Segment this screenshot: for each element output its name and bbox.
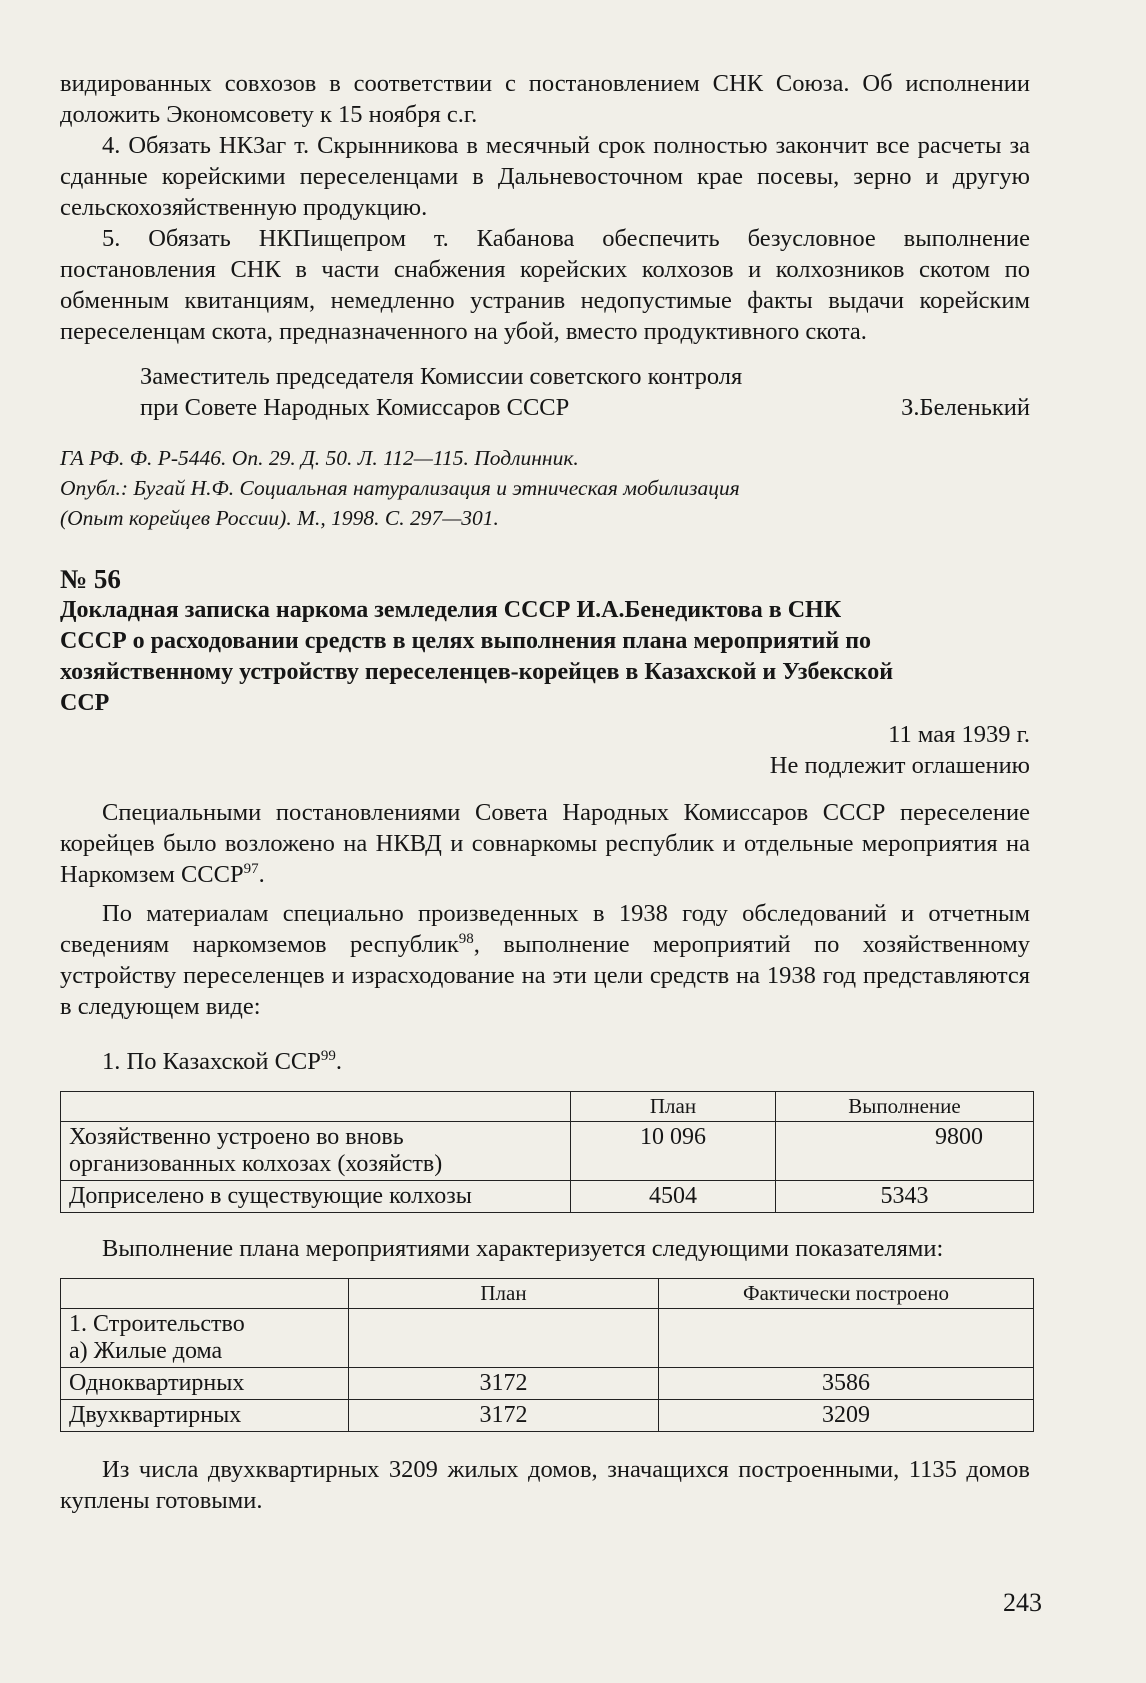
source-line: (Опыт корейцев России). М., 1998. С. 297—301. <box>60 506 499 530</box>
signature-title: Заместитель председателя Комиссии советского контроля <box>140 363 743 390</box>
footnote-ref[interactable]: 97 <box>243 860 259 877</box>
column-header: Выполнение <box>776 1092 1034 1122</box>
table-row: Двухквартирных 3172 3209 <box>61 1400 1034 1432</box>
footnote-ref[interactable]: 99 <box>320 1047 336 1064</box>
subsection-label: а) Жилые дома <box>69 1338 223 1364</box>
source-line: Опубл.: Бугай Н.Ф. Социальная натурализация и этническая мобилизация <box>60 476 740 500</box>
table-construction <box>60 1278 1034 1432</box>
document-title: Докладная записка наркома земледелия СССР И.А.Бенедиктова в СНК СССР о расходовании средств в целях выполнения плана мероприятий по хозяйственному устройству переселенцев-корейцев в Казахской и Узбекской ССР <box>60 597 894 716</box>
archive-source <box>60 443 1030 533</box>
paragraph: По материалам специально произведенных в 1938 году обследований и отчетным сведениям наркомземов республик$^{98}$, выполнение мероприятий по хозяйственному устройству переселенцев и израсходование на эти цели средств на 1938 год представляются в следующем виде: <box>60 900 1030 1020</box>
paragraph: 1. По Казахской ССР$^{99}$. <box>102 1047 343 1075</box>
paragraph: 4. Обязать НКЗаг т. Скрынникова в месячный срок полностью закончит все расчеты за сданные корейскими переселенцами в Дальневосточном крае посевы, зерно и другую сельскохозяйственную продукцию. <box>60 132 1030 221</box>
table-row: Доприселено в существующие колхозы 4504 5343 <box>61 1181 1034 1213</box>
section-label: 1. Строительство <box>69 1311 245 1337</box>
table-header-row <box>61 1279 1034 1309</box>
table-row: Одноквартирных 3172 3586 <box>61 1368 1034 1400</box>
paragraph: Выполнение плана мероприятиями характеризуется следующими показателями: <box>102 1235 944 1262</box>
document-note: Не подлежит оглашению <box>769 752 1030 779</box>
paragraph: Специальными постановлениями Совета Народных Комиссаров СССР переселение корейцев было возложено на НКВД и совнаркомы республик и отдельные мероприятия на Наркомзем СССР$^{97}$. <box>60 799 1030 888</box>
column-header: Фактически построено <box>659 1279 1034 1309</box>
table-row <box>61 1309 1034 1368</box>
page-content <box>60 68 1030 1516</box>
table-row: Хозяйственно устроено во вновь организованных колхозах (хозяйств) 10 096 9800 <box>61 1122 1034 1181</box>
paragraph: 5. Обязать НКПищепром т. Кабанова обеспечить безусловное выполнение постановления СНК в части снабжения корейских колхозов и колхозников скотом по обменным квитанциям, немедленно устранив недопустимые факты выдачи корейским переселенцам скота, предназначенного на убой, вместо продуктивного скота. <box>60 225 1030 345</box>
column-header: План <box>349 1279 659 1309</box>
document-date: 11 мая 1939 г. <box>888 721 1030 748</box>
table-kazakh-settlement <box>60 1091 1034 1213</box>
signature-block <box>60 361 1030 423</box>
table-header-row <box>61 1092 1034 1122</box>
signature-title: при Совете Народных Комиссаров СССР <box>140 394 570 421</box>
paragraph: видированных совхозов в соответствии с постановлением СНК Союза. Об исполнении доложить Экономсовету к 15 ноября с.г. <box>60 70 1030 128</box>
signatory-name: З.Беленький <box>901 394 1030 421</box>
document-number: № 56 <box>60 564 121 594</box>
paragraph: Из числа двухквартирных 3209 жилых домов, значащихся построенными, 1135 домов куплены готовыми. <box>60 1456 1030 1514</box>
page-number: 243 <box>1003 1588 1042 1617</box>
footnote-ref[interactable]: 98 <box>458 930 474 947</box>
column-header: План <box>571 1092 776 1122</box>
source-line: ГА РФ. Ф. Р-5446. Оп. 29. Д. 50. Л. 112—115. Подлинник. <box>60 446 579 470</box>
